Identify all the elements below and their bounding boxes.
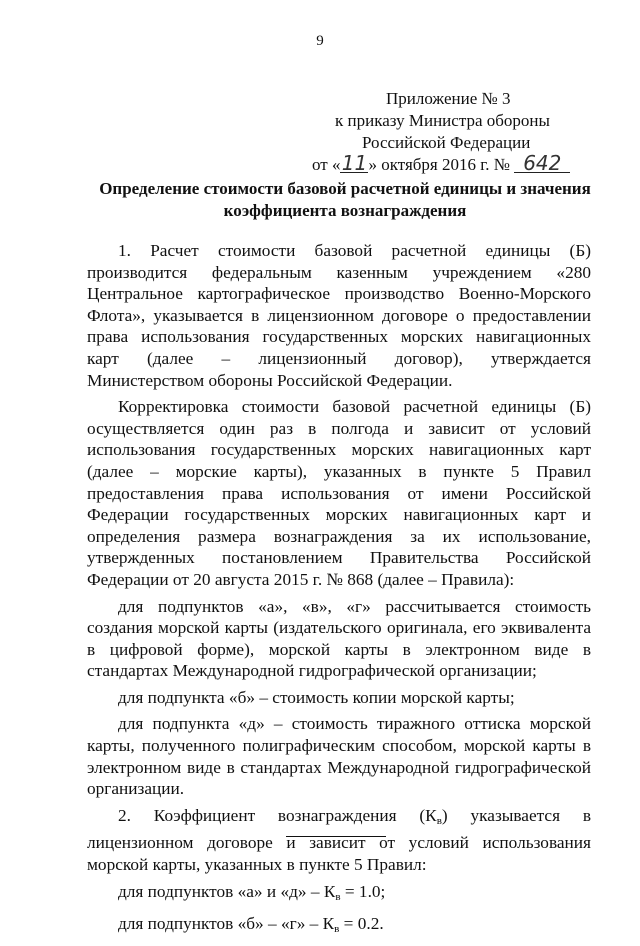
paragraph-6-end: ) указывается в лицензионном договоре и зависит от условий использования морской карты, указанных в пункте 5 Правил:: [87, 805, 592, 875]
paragraph-3: для подпунктов «а», «в», «г» рассчитывается стоимость создания морской карты (издательского оригинала, его эквивалента в цифровой форме), морской карты в электронном виде в стандартах Международной гидрографической организации;: [87, 596, 591, 681]
paragraph-6: [87, 805, 591, 876]
paragraph-1: 1. Расчет стоимости базовой расчетной единицы (Б) производится федеральным казенным учреждением «280 Центральное картографическое производство Военно-Морского Флота», указывается в лицензионном договоре о предоставлении права использования государственных морских навигационных карт (далее – лицензионный договор), утверждается Министерством обороны Российской Федерации.: [87, 241, 591, 390]
title-line-1: Определение стоимости базовой расчетной единицы и значения: [99, 179, 591, 198]
appendix-number: Приложение № 3: [386, 89, 511, 108]
handwritten-day: 11: [341, 151, 368, 175]
paragraph-6-start: 2. Коэффициент вознаграждения (К: [118, 805, 437, 825]
subscript-letter: в: [335, 890, 341, 903]
date-middle: » октября 2016 г. №: [368, 155, 511, 174]
appendix-order-ref: к приказу Министра обороны: [335, 111, 550, 130]
document-title: [80, 178, 610, 222]
paragraph-8-start: для подпунктов «б» – «г» – К: [118, 914, 335, 934]
closing-rule: [286, 836, 386, 837]
document-body: [87, 240, 591, 946]
page-number: 9: [316, 33, 324, 49]
title-line-2: коэффициента вознаграждения: [223, 201, 467, 220]
date-prefix: от «: [312, 155, 341, 174]
paragraph-2: Корректировка стоимости базовой расчетной единицы (Б) осуществляется один раз в полгода и зависит от условий использования государственных морских навигационных карт (далее – морские карты), указанных в пункте 5 Правил предоставления права использования от имени Российской Федерации государственных морских навигационных карт и определения размера вознаграждения за их использование, утвержденных постановлением Правительства Российской Федерации от 20 августа 2015 г. № 868 (далее – Правила):: [87, 397, 591, 589]
paragraph-7: [87, 881, 591, 909]
paragraph-4: для подпункта «б» – стоимость копии морской карты;: [118, 687, 515, 707]
appendix-country: Российской Федерации: [362, 133, 531, 152]
appendix-header: [300, 88, 600, 176]
paragraph-7-start: для подпунктов «а» и «д» – К: [118, 881, 336, 901]
paragraph-5: для подпункта «д» – стоимость тиражного оттиска морской карты, полученного полиграфическим способом, морской карты в электронном виде в стандартах Международной гидрографической организации.: [87, 714, 591, 799]
subscript-letter: в: [334, 923, 340, 936]
paragraph-7-end: = 1.0;: [340, 881, 386, 901]
appendix-date-line: [300, 151, 600, 176]
subscript-letter: в: [436, 814, 442, 827]
handwritten-order-number: 642: [514, 154, 570, 173]
paragraph-8: [87, 913, 591, 941]
paragraph-8-end: = 0.2.: [339, 914, 384, 934]
